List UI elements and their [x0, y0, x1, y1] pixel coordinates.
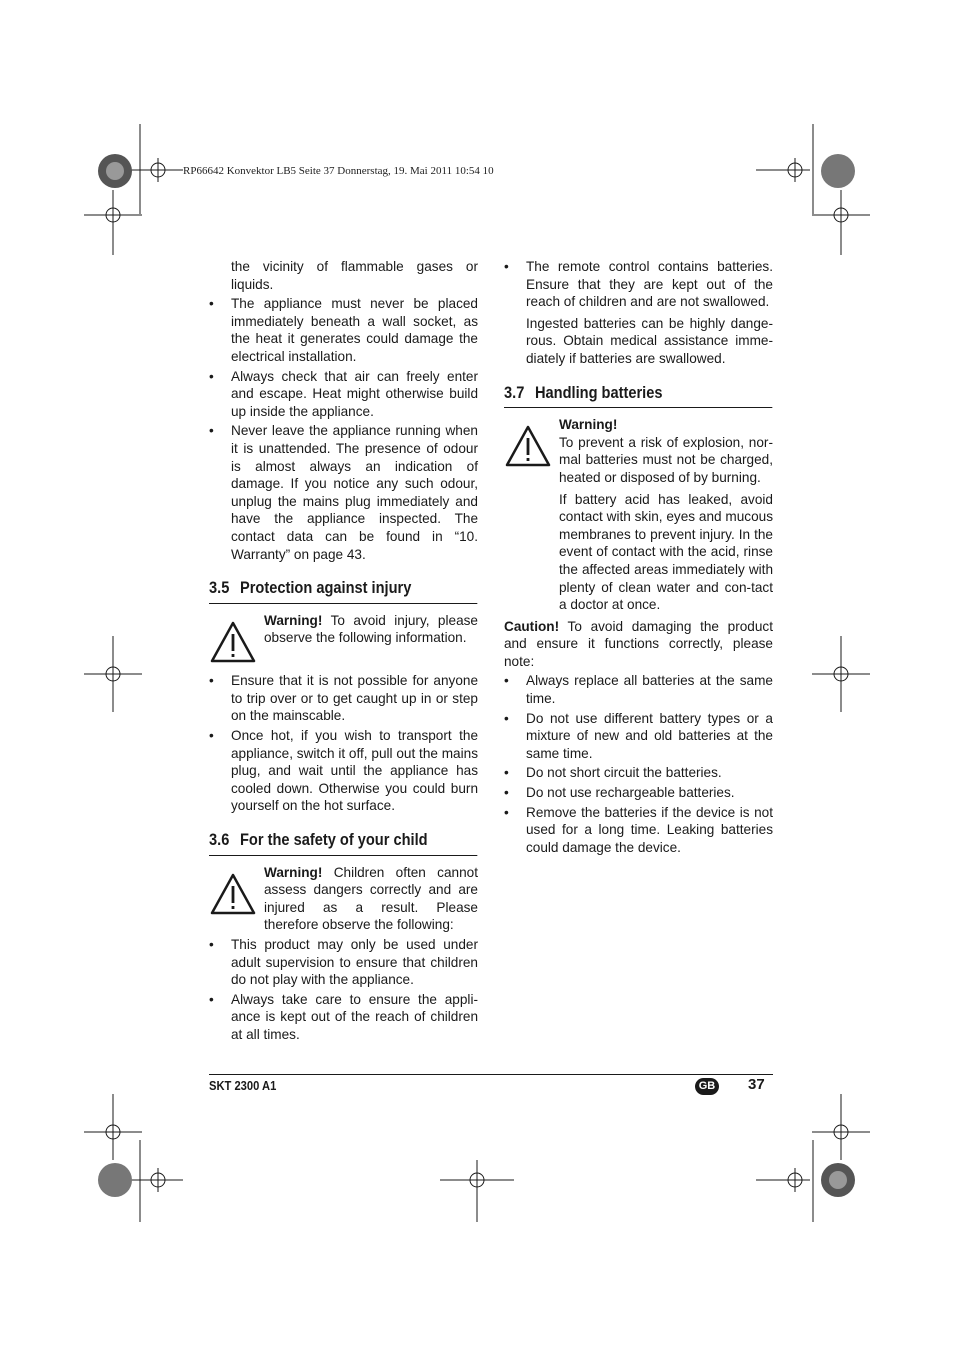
page-number: 37: [748, 1076, 765, 1093]
bullet-glyph: •: [504, 673, 509, 689]
list-item: • Remove the batteries if the device is not used for a long time. Leaking batteries could damage the device.: [504, 804, 773, 855]
warning-block: [209, 612, 478, 669]
list-item: • The remote control contains batteries. Ensure that they are kept out of the reach of children and are not swallowed.: [504, 259, 773, 310]
bullet-glyph: •: [209, 423, 214, 439]
warning-block: [209, 864, 478, 934]
bullet-glyph: •: [504, 765, 509, 781]
list-item: • Do not use rechargeable batteries.: [504, 785, 735, 801]
footer-rule: [209, 1074, 773, 1075]
list-item: • Always take care to ensure the appli-ance is kept out of the reach of children at all times.: [209, 991, 478, 1042]
list-item: • Do not use different battery types or a mixture of new and old batteries at the same time.: [504, 710, 773, 761]
caution-text: Caution! To avoid damaging the product and ensure it functions correctly, please note:: [504, 618, 773, 669]
ingested-paragraph: Ingested batteries can be highly dange-rous. Obtain medical assistance imme-diately if batteries are swallowed.: [526, 315, 773, 366]
model-number: SKT 2300 A1: [209, 1078, 277, 1093]
list-item: • Always check that air can freely enter and escape. Heat might otherwise build up inside the appliance.: [209, 368, 478, 419]
warning-block: [504, 416, 773, 614]
bullet-list-3-6: [209, 936, 478, 1044]
list-item: • Always replace all batteries at the same time.: [504, 673, 773, 707]
list-item: • Do not short circuit the batteries.: [504, 765, 722, 781]
section-heading-3-5: 3.5 Protection against injury: [209, 579, 477, 604]
bullet-glyph: •: [209, 296, 214, 312]
warning-triangle-icon: [209, 864, 264, 934]
list-item: • This product may only be used under adult supervision to ensure that children do not play with the appliance.: [209, 937, 478, 988]
bullet-glyph: •: [209, 991, 214, 1007]
warning-text: Warning! To avoid injury, please observe the following information.: [264, 612, 478, 646]
bullet-glyph: •: [209, 673, 214, 689]
bullet-list-3-5: [209, 672, 478, 815]
bullet-list-3-7: [504, 672, 773, 856]
bullet-glyph: •: [504, 710, 509, 726]
section-heading-3-6: 3.6 For the safety of your child: [209, 831, 477, 856]
list-item: • The appliance must never be placed immediately beneath a wall socket, as the heat it generates could damage the electrical installation.: [209, 296, 478, 364]
bullet-glyph: •: [504, 804, 509, 820]
section-heading-3-7: 3.7 Handling batteries: [504, 384, 772, 409]
print-slug: RP66642 Konvektor LB5 Seite 37 Donnerstag, 19. Mai 2011 10:54 10: [183, 165, 494, 177]
bullet-glyph: •: [504, 785, 509, 801]
warning-text: Warning! To prevent a risk of explosion, nor-mal batteries must not be charged, heated or disposed of by burning. If battery acid has leaked, avoid contact with skin, eyes and mucous membranes to prevent injury. In the event of contact with the acid, rinse the affected areas immediately with plenty of clean water and con-tact a doctor at once.: [559, 417, 773, 613]
bullet-glyph: •: [209, 368, 214, 384]
continued-paragraph: the vicinity of flammable gases or liquids.: [231, 259, 478, 292]
bullet-glyph: •: [504, 259, 509, 274]
bullet-list-remote: [504, 258, 773, 311]
right-column: [504, 258, 773, 856]
left-column: [209, 258, 478, 1044]
warning-triangle-icon: [209, 612, 264, 669]
warning-triangle-icon: [504, 416, 559, 614]
list-item: • Ensure that it is not possible for anyone to trip over or to get caught up in or step on the mainscable.: [209, 673, 478, 724]
bullet-glyph: •: [209, 937, 214, 952]
language-badge: GB: [695, 1078, 719, 1095]
list-item: • Never leave the appliance running when it is unattended. The presence of odour is almost always an indication of damage. If you notice any such odour, unplug the mains plug immediately and have the appliance inspected. The contact data can be found in “10. Warranty” on page 43.: [209, 423, 478, 562]
list-item: • Once hot, if you wish to transport the appliance, switch it off, pull out the mains plug, and wait until the appliance has cooled down. Otherwise you could burn yourself on the hot surface.: [209, 728, 478, 814]
warning-text: Warning! Children often cannot assess dangers correctly and are injured as a result. Please therefore observe the following:: [264, 864, 478, 933]
bullet-list-top: [209, 295, 478, 563]
bullet-glyph: •: [209, 728, 214, 744]
